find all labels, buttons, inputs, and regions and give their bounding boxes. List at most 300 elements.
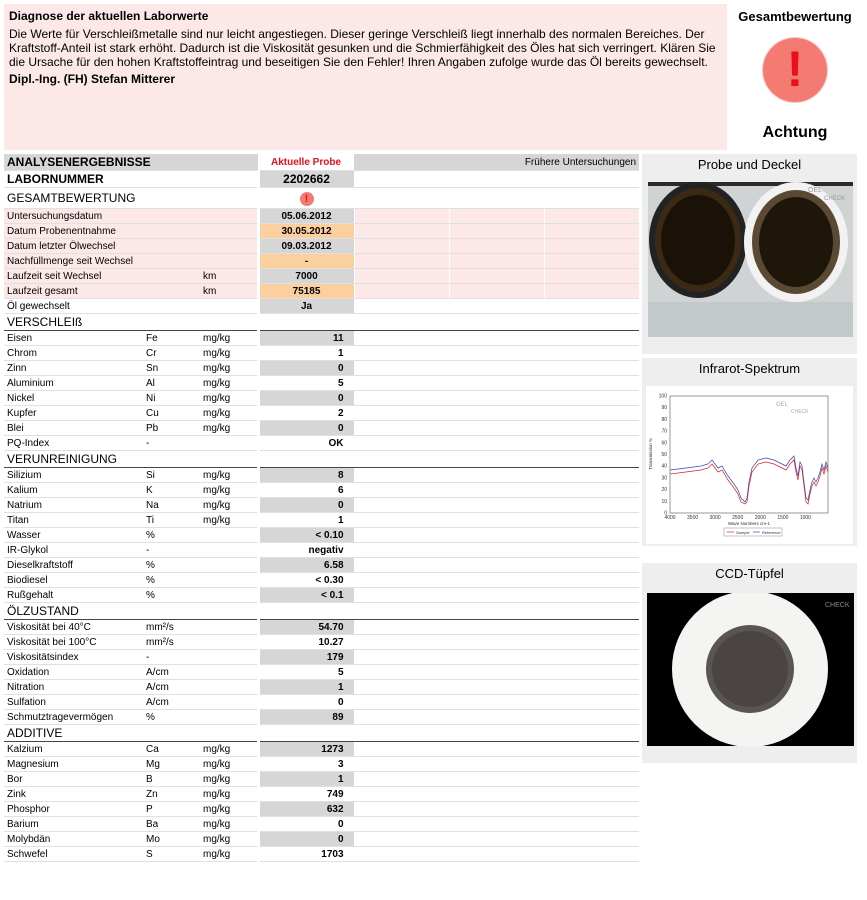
ir-y-tick: 70 bbox=[661, 428, 667, 435]
previous-value-cell bbox=[449, 847, 544, 862]
result-unit: mg/kg bbox=[200, 391, 258, 406]
result-value: < 0.10 bbox=[258, 528, 354, 543]
result-unit: mg/kg bbox=[200, 772, 258, 787]
result-unit: mg/kg bbox=[200, 331, 258, 346]
result-unit bbox=[200, 680, 258, 695]
previous-value-cell bbox=[449, 406, 544, 421]
result-label: Kalium bbox=[4, 483, 143, 498]
result-unit: mg/kg bbox=[200, 483, 258, 498]
result-label: Eisen bbox=[4, 331, 143, 346]
result-value: 2 bbox=[258, 406, 354, 421]
previous-value-cell bbox=[544, 680, 639, 695]
result-row bbox=[4, 817, 639, 832]
previous-value-cell bbox=[544, 635, 639, 650]
result-symbol: - bbox=[143, 543, 200, 558]
result-symbol: A/cm bbox=[143, 680, 200, 695]
result-unit bbox=[200, 573, 258, 588]
previous-value-cell bbox=[354, 224, 449, 239]
ir-x-tick: 2000 bbox=[754, 515, 766, 521]
previous-value-cell bbox=[544, 391, 639, 406]
previous-value-cell bbox=[354, 254, 449, 269]
previous-value-cell bbox=[449, 695, 544, 710]
ccd-panel bbox=[642, 563, 857, 763]
result-label: IR-Glykol bbox=[4, 543, 143, 558]
previous-value-cell bbox=[354, 528, 449, 543]
previous-value-cell bbox=[449, 680, 544, 695]
result-unit: mg/kg bbox=[200, 757, 258, 772]
result-value: 5 bbox=[258, 376, 354, 391]
result-row bbox=[4, 436, 639, 451]
previous-value-cell bbox=[544, 209, 639, 224]
ir-y-tick: 50 bbox=[661, 452, 667, 458]
ir-reference-line bbox=[670, 456, 828, 502]
lab-number-row bbox=[4, 171, 639, 188]
previous-value-cell bbox=[354, 498, 449, 513]
result-unit bbox=[200, 650, 258, 665]
result-row bbox=[4, 757, 639, 772]
info-row bbox=[4, 284, 639, 299]
result-row bbox=[4, 680, 639, 695]
previous-value-cell bbox=[544, 620, 639, 635]
previous-value-cell bbox=[449, 483, 544, 498]
ir-y-axis-label: Transmission % bbox=[648, 438, 653, 470]
diagnosis-text: Die Werte für Verschleißmetalle sind nur leicht angestiegen. Dieser geringe Verschleiß liegt innerhalb des normalen Bereiches. Der Kraftstoff-Anteil ist stark erhöht. Dadurch ist die Viskosität gesunken und die Schmierfähigkeit des Öles hat sich verringert. Klären Sie die Ursache für den hohen Kraftstoffeintrag und beseitigen Sie den Fehler! Ihren Angaben zufolge wurde das Öl bereits gewechselt. bbox=[9, 27, 716, 69]
previous-value-cell bbox=[354, 299, 449, 314]
result-symbol: S bbox=[143, 847, 200, 862]
result-row bbox=[4, 406, 639, 421]
previous-value-cell bbox=[449, 665, 544, 680]
previous-value-cell bbox=[544, 361, 639, 376]
previous-value-cell bbox=[449, 832, 544, 847]
result-symbol: Mg bbox=[143, 757, 200, 772]
info-value: Ja bbox=[258, 299, 354, 314]
result-unit: mg/kg bbox=[200, 787, 258, 802]
result-row bbox=[4, 635, 639, 650]
result-value: 10.27 bbox=[258, 635, 354, 650]
result-symbol: mm²/s bbox=[143, 635, 200, 650]
result-symbol: K bbox=[143, 483, 200, 498]
result-symbol: Cr bbox=[143, 346, 200, 361]
result-value: 6.58 bbox=[258, 558, 354, 573]
result-value: 0 bbox=[258, 695, 354, 710]
result-symbol: A/cm bbox=[143, 665, 200, 680]
info-label: Nachfüllmenge seit Wechsel bbox=[4, 254, 200, 269]
result-value: 1703 bbox=[258, 847, 354, 862]
result-label: Chrom bbox=[4, 346, 143, 361]
result-symbol: Pb bbox=[143, 421, 200, 436]
diagnosis-title: Diagnose der aktuellen Laborwerte bbox=[9, 9, 209, 23]
result-row bbox=[4, 573, 639, 588]
previous-value-cell bbox=[449, 742, 544, 757]
info-label: Öl gewechselt bbox=[4, 299, 200, 314]
result-row bbox=[4, 620, 639, 635]
result-label: Oxidation bbox=[4, 665, 143, 680]
result-label: Phosphor bbox=[4, 802, 143, 817]
result-symbol: A/cm bbox=[143, 695, 200, 710]
result-label: Kalzium bbox=[4, 742, 143, 757]
result-value: 1 bbox=[258, 680, 354, 695]
previous-value-cell bbox=[354, 239, 449, 254]
previous-value-cell bbox=[449, 543, 544, 558]
previous-value-cell bbox=[354, 573, 449, 588]
warning-exclamation-icon: ! bbox=[763, 38, 827, 102]
previous-value-cell bbox=[354, 650, 449, 665]
previous-value-cell bbox=[354, 421, 449, 436]
info-value: 7000 bbox=[258, 269, 354, 284]
result-value: negativ bbox=[258, 543, 354, 558]
overall-rating bbox=[727, 4, 863, 150]
result-label: Rußgehalt bbox=[4, 588, 143, 603]
result-label: Zinn bbox=[4, 361, 143, 376]
previous-value-cell bbox=[449, 650, 544, 665]
result-value: 0 bbox=[258, 361, 354, 376]
result-label: PQ-Index bbox=[4, 436, 143, 451]
previous-value-cell bbox=[544, 558, 639, 573]
result-symbol: Ca bbox=[143, 742, 200, 757]
overall-rating-value bbox=[258, 188, 354, 209]
previous-value-cell bbox=[544, 847, 639, 862]
previous-value-cell bbox=[544, 528, 639, 543]
result-label: Dieselkraftstoff bbox=[4, 558, 143, 573]
previous-value-cell bbox=[354, 361, 449, 376]
result-label: Nickel bbox=[4, 391, 143, 406]
previous-value-cell bbox=[449, 772, 544, 787]
ir-spectrum-panel bbox=[642, 358, 857, 546]
ir-x-tick: 2500 bbox=[732, 515, 744, 521]
info-label: Laufzeit gesamt bbox=[4, 284, 200, 299]
result-value: 3 bbox=[258, 757, 354, 772]
ccd-watermark: CHECK bbox=[825, 602, 850, 609]
result-value: < 0.30 bbox=[258, 573, 354, 588]
ir-y-tick: 100 bbox=[658, 393, 667, 400]
ir-y-tick: 80 bbox=[661, 416, 667, 423]
result-symbol: % bbox=[143, 573, 200, 588]
previous-value-cell bbox=[354, 695, 449, 710]
result-row bbox=[4, 710, 639, 725]
result-label: Viskosität bei 40°C bbox=[4, 620, 143, 635]
previous-value-cell bbox=[354, 710, 449, 725]
lab-number-value: 2202662 bbox=[258, 171, 354, 188]
previous-value-cell bbox=[354, 209, 449, 224]
previous-value-cell bbox=[544, 331, 639, 346]
previous-value-cell bbox=[544, 269, 639, 284]
overall-rating-label: GESAMTBEWERTUNG bbox=[4, 188, 258, 209]
result-label: Viskosität bei 100°C bbox=[4, 635, 143, 650]
previous-value-cell bbox=[449, 817, 544, 832]
result-symbol: Cu bbox=[143, 406, 200, 421]
result-unit: mg/kg bbox=[200, 832, 258, 847]
ir-y-tick: 10 bbox=[661, 498, 667, 505]
previous-value-cell bbox=[354, 269, 449, 284]
previous-value-cell bbox=[544, 498, 639, 513]
result-value: 0 bbox=[258, 832, 354, 847]
warning-exclamation-icon: ! bbox=[300, 192, 314, 206]
result-unit: mg/kg bbox=[200, 847, 258, 862]
info-unit: km bbox=[200, 269, 258, 284]
previous-value-cell bbox=[449, 299, 544, 314]
previous-value-cell bbox=[449, 209, 544, 224]
result-label: Viskositätsindex bbox=[4, 650, 143, 665]
ir-y-tick: 20 bbox=[661, 487, 667, 494]
previous-value-cell bbox=[544, 254, 639, 269]
result-label: Aluminium bbox=[4, 376, 143, 391]
result-unit bbox=[200, 528, 258, 543]
section-header bbox=[4, 603, 639, 620]
result-unit: mg/kg bbox=[200, 513, 258, 528]
previous-value-cell bbox=[544, 188, 639, 209]
result-unit: mg/kg bbox=[200, 361, 258, 376]
lab-number-label: LABORNUMMER bbox=[4, 171, 258, 188]
previous-value-cell bbox=[544, 817, 639, 832]
result-unit: mg/kg bbox=[200, 468, 258, 483]
result-row bbox=[4, 588, 639, 603]
result-row bbox=[4, 468, 639, 483]
result-unit bbox=[200, 695, 258, 710]
result-row bbox=[4, 391, 639, 406]
result-symbol: P bbox=[143, 802, 200, 817]
previous-value-cell bbox=[449, 254, 544, 269]
previous-value-cell bbox=[449, 376, 544, 391]
ccd-title: CCD-Tüpfel bbox=[715, 566, 784, 581]
previous-value-cell bbox=[544, 772, 639, 787]
previous-value-cell bbox=[354, 665, 449, 680]
previous-value-cell bbox=[544, 239, 639, 254]
result-value: 632 bbox=[258, 802, 354, 817]
result-value: 0 bbox=[258, 817, 354, 832]
previous-value-cell bbox=[544, 695, 639, 710]
overall-rating-row bbox=[4, 188, 639, 209]
result-row bbox=[4, 421, 639, 436]
previous-value-cell bbox=[449, 171, 544, 188]
previous-value-cell bbox=[449, 331, 544, 346]
result-unit: mg/kg bbox=[200, 376, 258, 391]
result-row bbox=[4, 695, 639, 710]
previous-value-cell bbox=[354, 543, 449, 558]
info-value: - bbox=[258, 254, 354, 269]
result-unit bbox=[200, 710, 258, 725]
result-row bbox=[4, 558, 639, 573]
previous-value-cell bbox=[449, 528, 544, 543]
result-row bbox=[4, 361, 639, 376]
result-symbol: Na bbox=[143, 498, 200, 513]
previous-value-cell bbox=[354, 391, 449, 406]
ir-y-tick: 60 bbox=[661, 440, 667, 447]
previous-value-cell bbox=[544, 787, 639, 802]
info-row bbox=[4, 239, 639, 254]
previous-value-cell bbox=[354, 284, 449, 299]
previous-value-cell bbox=[449, 573, 544, 588]
ccd-spot-image bbox=[647, 593, 854, 746]
result-label: Molybdän bbox=[4, 832, 143, 847]
previous-value-cell bbox=[544, 171, 639, 188]
result-unit bbox=[200, 558, 258, 573]
previous-value-cell bbox=[354, 742, 449, 757]
ir-y-tick: 0 bbox=[664, 510, 667, 517]
ir-x-axis-label: Wave Numbers cm-1 bbox=[727, 521, 771, 526]
result-row bbox=[4, 650, 639, 665]
previous-value-cell bbox=[544, 802, 639, 817]
previous-value-cell bbox=[449, 513, 544, 528]
result-label: Titan bbox=[4, 513, 143, 528]
result-value: 1 bbox=[258, 346, 354, 361]
result-label: Nitration bbox=[4, 680, 143, 695]
result-symbol: % bbox=[143, 528, 200, 543]
previous-value-cell bbox=[449, 361, 544, 376]
result-unit: mg/kg bbox=[200, 817, 258, 832]
result-row bbox=[4, 346, 639, 361]
result-symbol: B bbox=[143, 772, 200, 787]
previous-value-cell bbox=[449, 787, 544, 802]
section-title: ADDITIVE bbox=[4, 725, 639, 742]
overall-rating-title: Gesamtbewertung bbox=[738, 9, 852, 24]
previous-value-cell bbox=[449, 224, 544, 239]
previous-value-cell bbox=[354, 483, 449, 498]
previous-value-cell bbox=[354, 558, 449, 573]
previous-value-cell bbox=[354, 620, 449, 635]
previous-value-cell bbox=[449, 269, 544, 284]
result-value: 89 bbox=[258, 710, 354, 725]
previous-value-cell bbox=[449, 802, 544, 817]
previous-value-cell bbox=[544, 284, 639, 299]
result-row bbox=[4, 376, 639, 391]
result-unit: mg/kg bbox=[200, 742, 258, 757]
previous-value-cell bbox=[354, 757, 449, 772]
previous-value-cell bbox=[354, 376, 449, 391]
section-title: VERSCHLEIß bbox=[4, 314, 639, 331]
previous-value-cell bbox=[544, 757, 639, 772]
result-symbol: mm²/s bbox=[143, 620, 200, 635]
ir-y-tick: 40 bbox=[661, 463, 667, 470]
ir-y-tick: 90 bbox=[661, 405, 667, 412]
result-label: Sulfation bbox=[4, 695, 143, 710]
result-unit bbox=[200, 635, 258, 650]
previous-value-cell bbox=[354, 513, 449, 528]
result-row bbox=[4, 847, 639, 862]
previous-value-cell bbox=[544, 588, 639, 603]
result-unit bbox=[200, 620, 258, 635]
info-unit bbox=[200, 224, 258, 239]
result-row bbox=[4, 528, 639, 543]
result-label: Natrium bbox=[4, 498, 143, 513]
result-symbol: % bbox=[143, 558, 200, 573]
info-row bbox=[4, 299, 639, 314]
ir-legend-reference: Reference bbox=[762, 530, 781, 535]
info-row bbox=[4, 224, 639, 239]
previous-value-cell bbox=[449, 558, 544, 573]
previous-value-cell bbox=[449, 284, 544, 299]
result-label: Magnesium bbox=[4, 757, 143, 772]
previous-value-cell bbox=[354, 832, 449, 847]
result-row bbox=[4, 832, 639, 847]
result-row bbox=[4, 802, 639, 817]
previous-value-cell bbox=[449, 346, 544, 361]
result-symbol: Mo bbox=[143, 832, 200, 847]
previous-value-cell bbox=[449, 436, 544, 451]
previous-value-cell bbox=[544, 224, 639, 239]
previous-value-cell bbox=[544, 299, 639, 314]
result-symbol: % bbox=[143, 710, 200, 725]
result-value: 749 bbox=[258, 787, 354, 802]
result-label: Kupfer bbox=[4, 406, 143, 421]
previous-value-cell bbox=[354, 680, 449, 695]
result-symbol: - bbox=[143, 650, 200, 665]
previous-value-cell bbox=[354, 331, 449, 346]
result-label: Schwefel bbox=[4, 847, 143, 862]
sample-panel bbox=[642, 154, 857, 354]
result-symbol: % bbox=[143, 588, 200, 603]
result-symbol: Ti bbox=[143, 513, 200, 528]
result-symbol: Sn bbox=[143, 361, 200, 376]
ir-watermark-check: CHECK bbox=[791, 409, 809, 415]
result-value: 6 bbox=[258, 483, 354, 498]
section-header bbox=[4, 451, 639, 468]
previous-value-cell bbox=[544, 376, 639, 391]
previous-value-cell bbox=[544, 710, 639, 725]
result-value: 179 bbox=[258, 650, 354, 665]
result-value: 11 bbox=[258, 331, 354, 346]
result-unit bbox=[200, 665, 258, 680]
info-label: Untersuchungsdatum bbox=[4, 209, 200, 224]
info-unit bbox=[200, 239, 258, 254]
previous-value-cell bbox=[544, 421, 639, 436]
result-label: Barium bbox=[4, 817, 143, 832]
sample-panel-title: Probe und Deckel bbox=[697, 157, 802, 172]
previous-value-cell bbox=[449, 468, 544, 483]
result-label: Wasser bbox=[4, 528, 143, 543]
results-header-row bbox=[4, 154, 639, 171]
result-row bbox=[4, 331, 639, 346]
previous-value-cell bbox=[354, 588, 449, 603]
previous-value-cell bbox=[544, 832, 639, 847]
result-label: Zink bbox=[4, 787, 143, 802]
result-row bbox=[4, 543, 639, 558]
previous-value-cell bbox=[544, 513, 639, 528]
ir-legend-sample: Sample bbox=[736, 530, 750, 535]
previous-value-cell bbox=[544, 573, 639, 588]
info-value: 05.06.2012 bbox=[258, 209, 354, 224]
previous-value-cell bbox=[449, 588, 544, 603]
previous-value-cell bbox=[544, 483, 639, 498]
previous-value-cell bbox=[354, 171, 449, 188]
result-symbol: Al bbox=[143, 376, 200, 391]
previous-tests-header: Frühere Untersuchungen bbox=[354, 154, 639, 171]
result-label: Bor bbox=[4, 772, 143, 787]
result-symbol: Si bbox=[143, 468, 200, 483]
previous-value-cell bbox=[449, 757, 544, 772]
current-sample-header: Aktuelle Probe bbox=[258, 154, 354, 171]
result-value: OK bbox=[258, 436, 354, 451]
result-row bbox=[4, 513, 639, 528]
previous-value-cell bbox=[354, 188, 449, 209]
result-row bbox=[4, 787, 639, 802]
section-header bbox=[4, 725, 639, 742]
info-label: Laufzeit seit Wechsel bbox=[4, 269, 200, 284]
info-row bbox=[4, 269, 639, 284]
result-value: 1 bbox=[258, 772, 354, 787]
info-unit: km bbox=[200, 284, 258, 299]
result-value: 0 bbox=[258, 391, 354, 406]
results-title: ANALYSENERGEBNISSE bbox=[4, 154, 258, 171]
watermark-check: CHECK bbox=[824, 196, 846, 202]
result-unit: mg/kg bbox=[200, 421, 258, 436]
result-symbol: Zn bbox=[143, 787, 200, 802]
result-unit: mg/kg bbox=[200, 498, 258, 513]
result-unit bbox=[200, 436, 258, 451]
previous-value-cell bbox=[354, 468, 449, 483]
result-symbol: Ni bbox=[143, 391, 200, 406]
result-symbol: Fe bbox=[143, 331, 200, 346]
previous-value-cell bbox=[354, 847, 449, 862]
